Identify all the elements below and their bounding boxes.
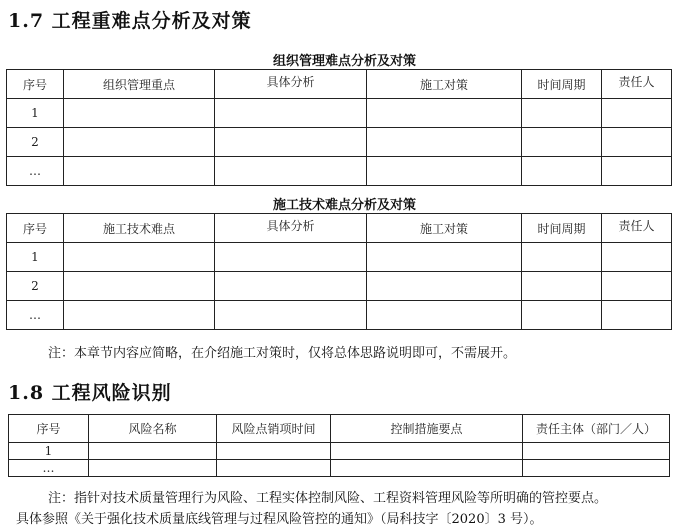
header-cell: 施工对策: [367, 70, 522, 99]
header-cell: 施工对策: [367, 214, 522, 243]
header-cell: 控制措施要点: [331, 415, 523, 443]
header-cell: 时间周期: [522, 214, 602, 243]
row-number-cell: 1: [7, 243, 64, 272]
header-cell: 责任主体（部门／人）: [523, 415, 670, 443]
header-cell: 组织管理重点: [64, 70, 215, 99]
table-row: [7, 243, 672, 272]
note-risk-line1: 注：指针对技术质量管理行为风险、工程实体控制风险、工程资料管理风险等所明确的管控要点。: [48, 491, 608, 506]
row-number-cell: 2: [7, 272, 64, 301]
header-cell: 序号: [9, 415, 89, 443]
header-cell: 责任人: [602, 214, 672, 243]
row-number-cell: …: [9, 460, 89, 477]
header-cell: 施工技术难点: [64, 214, 215, 243]
header-cell: 风险点销项时间: [217, 415, 331, 443]
header-cell: 序号: [7, 70, 64, 99]
organization-difficulty-table: [6, 69, 672, 186]
row-number-cell: 1: [9, 443, 89, 460]
table-header-row: [7, 70, 672, 99]
row-number-cell: …: [7, 157, 64, 186]
header-cell: 时间周期: [522, 70, 602, 99]
technical-difficulty-table: [6, 213, 672, 330]
header-cell: 风险名称: [89, 415, 217, 443]
header-cell: 序号: [7, 214, 64, 243]
table-header-row: [7, 214, 672, 243]
table-row: [7, 128, 672, 157]
table-row: [9, 443, 670, 460]
section-title-1-7: 1.7 工程重难点分析及对策: [8, 10, 252, 32]
table-row: [7, 157, 672, 186]
table-row: [7, 301, 672, 330]
table-title-organization: 组织管理难点分析及对策: [272, 54, 416, 69]
row-number-cell: …: [7, 301, 64, 330]
header-cell: 具体分析: [215, 214, 367, 243]
header-cell: 责任人: [602, 70, 672, 99]
section-title-1-8: 1.8 工程风险识别: [8, 382, 172, 404]
header-cell: 具体分析: [215, 70, 367, 99]
note-brief: 注：本章节内容应简略，在介绍施工对策时，仅将总体思路说明即可，不需展开。: [48, 346, 517, 361]
table-header-row: [9, 415, 670, 443]
row-number-cell: 1: [7, 99, 64, 128]
table-row: [7, 99, 672, 128]
table-row: [9, 460, 670, 477]
table-row: [7, 272, 672, 301]
note-risk-line2: 具体参照《关于强化技术质量底线管理与过程风险管控的通知》（局科技字〔2020〕3 号）。: [16, 512, 543, 527]
row-number-cell: 2: [7, 128, 64, 157]
table-title-technical: 施工技术难点分析及对策: [272, 198, 416, 213]
risk-identification-table: [8, 414, 670, 477]
